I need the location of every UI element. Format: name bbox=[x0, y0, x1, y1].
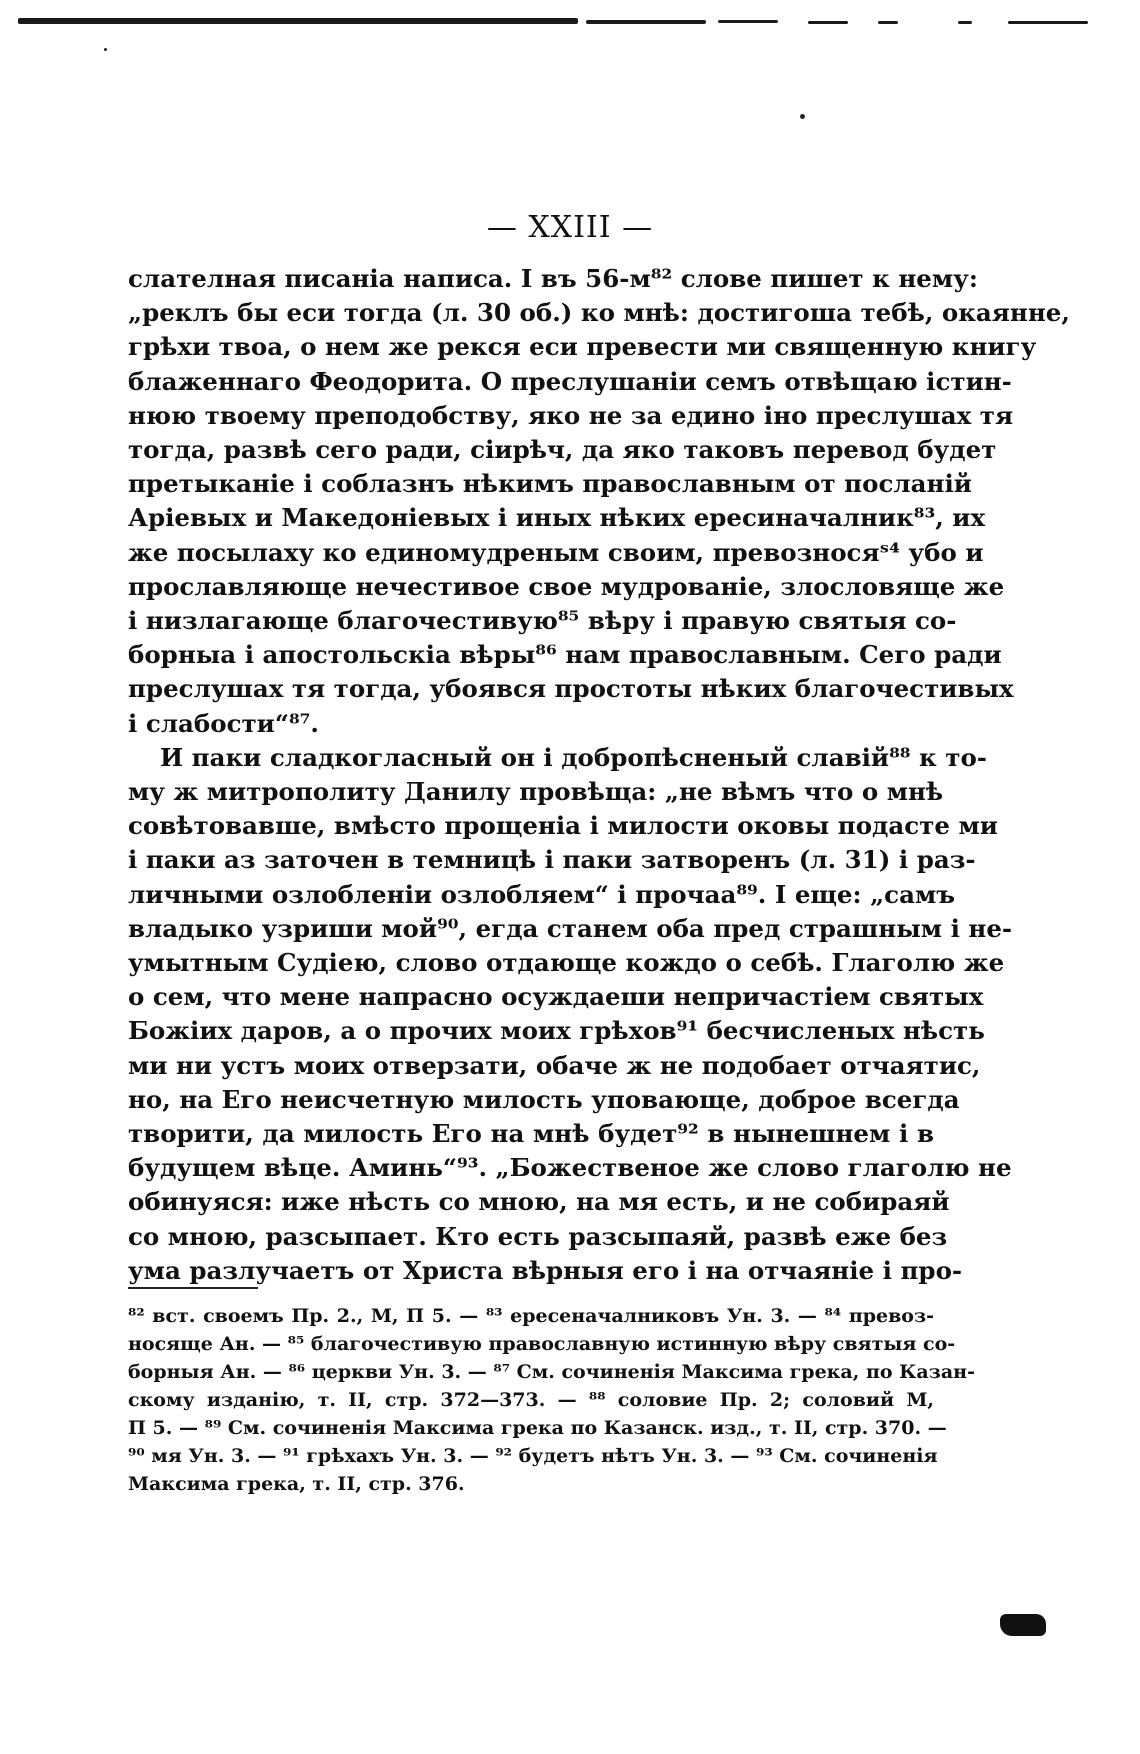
text-line: личными озлобленiи озлобляем“ i прочаа⁸⁹. I еще: „самъ bbox=[128, 879, 956, 909]
text-line: слателная писанiа написа. I въ 56-м⁸² слове пишет к нему: bbox=[128, 264, 978, 293]
text-line: будущем вѣце. Аминь“⁹³. „Божественое же слово глаголю не bbox=[128, 1153, 1012, 1183]
scan-blot bbox=[1000, 1614, 1046, 1636]
text-line: грѣхи твоа, о нем же рекся еси превести ми священную книгу bbox=[128, 332, 1037, 362]
text-line: i низлагающе благочестивую⁸⁵ вѣру i правую святыя со- bbox=[128, 606, 957, 636]
text-line: И паки сладкогласный он i добропѣсненый славiй⁸⁸ к то- bbox=[160, 742, 987, 772]
text-line: преслушах тя тогда, убоявся простоты нѣких благочестивых bbox=[128, 674, 1014, 704]
text-line: му ж митрополиту Данилу провѣща: „не вѣмъ что о мнѣ bbox=[128, 777, 944, 807]
footnote-line: носяще Ан. — ⁸⁵ благочестивую православную истинную вѣру святыя со- bbox=[128, 1333, 956, 1355]
scan-top-rule bbox=[18, 18, 1098, 28]
text-line: тогда, развѣ сего ради, сiирѣч, да яко таковъ перевод будет bbox=[128, 435, 997, 465]
text-line: блаженнаго Феодорита. О преслушанiи семъ отвѣщаю iстин- bbox=[128, 366, 1012, 396]
footnote-line: ⁹⁰ мя Ун. 3. — ⁹¹ грѣхахъ Ун. 3. — ⁹² будетъ нѣтъ Ун. 3. — ⁹³ См. сочиненiя bbox=[128, 1445, 938, 1467]
text-line: владыко узриши мой⁹⁰, егда станем оба пред страшным i не- bbox=[128, 913, 1013, 943]
footnote-line: П 5. — ⁸⁹ См. сочиненiя Максима грека по Казанск. изд., т. II, стр. 370. — bbox=[128, 1417, 947, 1439]
text-line: „реклъ бы еси тогда (л. 30 об.) ко мнѣ: достигоша тебѣ, окаянне, bbox=[128, 298, 1070, 328]
text-line: обинуяся: иже нѣсть со мною, на мя есть, и не собираяй bbox=[128, 1187, 950, 1217]
footnotes bbox=[128, 1302, 975, 1498]
footnote-line: скому изданiю, т. II, стр. 372—373. — ⁸⁸ соловие Пр. 2; соловий М, bbox=[128, 1389, 934, 1411]
text-line: совѣтовавше, вмѣсто прощенiа i милости оковы подасте ми bbox=[128, 811, 998, 841]
text-line: Божiих даров, а о прочих моих грѣхов⁹¹ бесчисленых нѣсть bbox=[128, 1016, 985, 1046]
footnote-line: ⁸² вст. своемъ Пр. 2., М, П 5. — ⁸³ ересеначалниковъ Ун. 3. — ⁸⁴ превоз- bbox=[128, 1305, 934, 1327]
scan-speck bbox=[104, 48, 107, 51]
text-line: прославляюще нечестивое свое мудрованiе, злословяще же bbox=[128, 571, 1005, 601]
text-line: i паки аз заточен в темницѣ i паки затворенъ (л. 31) i раз- bbox=[128, 845, 976, 875]
body-text bbox=[128, 262, 1070, 1288]
footnote-line: борныя Ан. — ⁸⁶ церкви Ун. 3. — ⁸⁷ См. сочиненiя Максима грека, по Казан- bbox=[128, 1361, 975, 1383]
scan-speck bbox=[800, 114, 805, 119]
text-line: но, на Его неисчетную милость уповающе, доброе всегда bbox=[128, 1084, 960, 1114]
footnote-line: Максима грека, т. II, стр. 376. bbox=[128, 1473, 465, 1495]
text-line: ми ни устъ моих отверзати, обаче ж не подобает отчаятис, bbox=[128, 1050, 981, 1080]
text-line: нюю твоему преподобству, яко не за едино iно преслушах тя bbox=[128, 400, 1014, 430]
text-line: претыканiе i соблазнъ нѣкимъ православным от посланiй bbox=[128, 469, 972, 499]
text-line: о сем, что мене напрасно осуждаеши непричастiем святых bbox=[128, 982, 984, 1012]
text-line: умытным Судiею, слово отдающе кождо о себѣ. Глаголю же bbox=[128, 948, 1005, 978]
text-line: борныа i апостольскiа вѣры⁸⁶ нам православным. Сего ради bbox=[128, 640, 1002, 670]
text-line: Арiевых и Македонiевых i иных нѣких ересиначалник⁸³, их bbox=[128, 503, 986, 533]
text-line: со мною, разсыпает. Кто есть разсыпаяй, развѣ еже без bbox=[128, 1221, 948, 1251]
text-line: же посылаху ко единомудреным своим, превозносяˢ⁴ убо и bbox=[128, 537, 984, 567]
text-line: ума разлучаетъ от Христа вѣрныя его i на отчаянiе i про- bbox=[128, 1255, 963, 1285]
text-line: i слабости“⁸⁷. bbox=[128, 708, 319, 738]
footnote-rule bbox=[128, 1287, 258, 1289]
text-line: творити, да милость Его на мнѣ будет⁹² в нынешнем i в bbox=[128, 1119, 934, 1149]
page-number: — XXIII — bbox=[486, 210, 654, 245]
